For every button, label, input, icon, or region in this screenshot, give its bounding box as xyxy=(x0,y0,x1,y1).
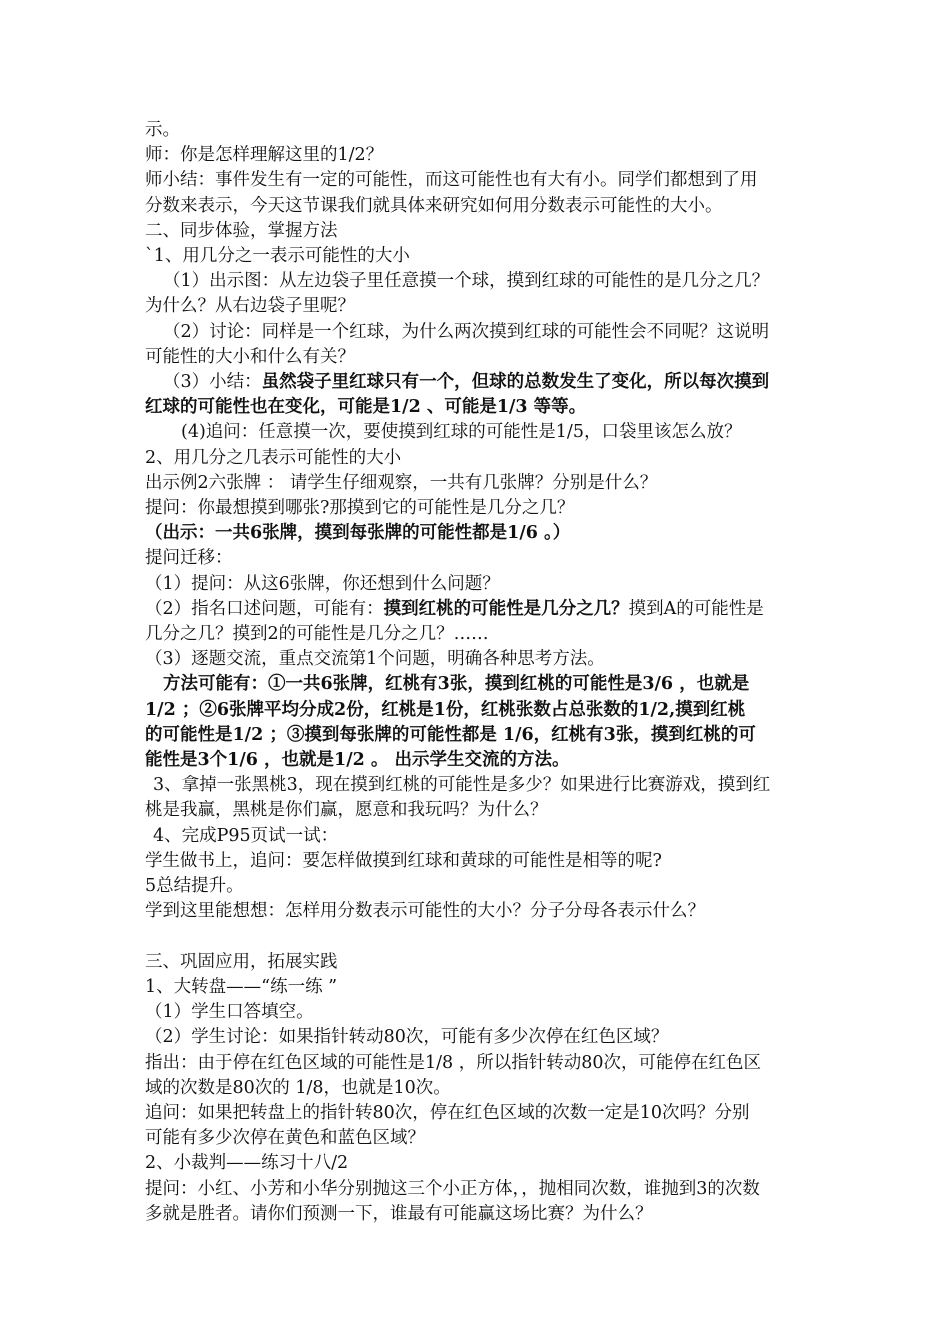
text-line: 可能有多少次停在黄色和蓝色区域？ xyxy=(145,1128,425,1149)
text-line: 提问：小红、小芳和小华分别抛这三个小正方体，，抛相同次数，谁抛到3的次数 xyxy=(145,1178,760,1199)
text-line: 域的次数是80次的 1/8，也就是10次。 xyxy=(145,1077,451,1098)
text-line: 指出：由于停在红色区域的可能性是1/8 ，所以指针转动80次，可能停在红色区 xyxy=(145,1052,761,1073)
text-line: 出示例2六张牌 ： 请学生仔细观察，一共有几张牌？分别是什么？ xyxy=(145,472,658,493)
text-line: （1）出示图：从左边袋子里任意摸一个球，摸到红球的可能性的是几分之几？ xyxy=(163,271,770,292)
text-line: （3）逐题交流，重点交流第1个问题，明确各种思考方法。 xyxy=(145,649,605,670)
subsection-heading: 2、用几分之几表示可能性的大小 xyxy=(145,447,402,468)
bold-text-line: （出示：一共6张牌，摸到每张牌的可能性都是1/6 。） xyxy=(145,523,571,544)
text-line xyxy=(145,597,825,622)
section-heading: 三、巩固应用，拓展实践 xyxy=(145,951,338,972)
text-line: 学到这里能想想：怎样用分数表示可能性的大小？分子分母各表示什么？ xyxy=(145,901,705,922)
bold-text-line: 能性是3个1/6 ，也就是1/2 。 出示学生交流的方法。 xyxy=(145,750,570,771)
section-heading: 二、同步体验，掌握方法 xyxy=(145,220,338,241)
bold-text-line: 方法可能有：①一共6张牌，红桃有3张，摸到红桃的可能性是3/6 ，也就是 xyxy=(163,674,750,695)
text-span: （2）指名口述问题，可能有： xyxy=(145,598,384,619)
summary-bold-text: 虽然袋子里红球只有一个，但球的总数发生了变化，所以每次摸到 xyxy=(261,372,770,393)
text-line: 为什么？从右边袋子里呢？ xyxy=(145,296,355,317)
text-line: 几分之几？摸到2的可能性是几分之几？…… xyxy=(145,624,489,645)
text-line: （2）学生讨论：如果指针转动80次，可能有多少次停在红色区域？ xyxy=(145,1027,669,1048)
document-page xyxy=(145,118,825,1227)
bold-text-line: 1/2 ；②6张牌平均分成2份，红桃是1份，红桃张数占总张数的1/2,摸到红桃 xyxy=(145,699,746,720)
text-line: 桃是我赢，黑桃是你们赢，愿意和我玩吗？为什么？ xyxy=(145,800,548,821)
text-line: （1）提问：从这6张牌，你还想到什么问题？ xyxy=(145,573,500,594)
text-line: 示。 xyxy=(145,120,180,140)
text-line: （1）学生口答填空。 xyxy=(145,1002,314,1023)
text-line: 提问：你最想摸到哪张?那摸到它的可能性是几分之几？ xyxy=(145,498,575,519)
text-line: 4、完成P95页试一试： xyxy=(153,825,339,846)
text-line: 3、拿掉一张黑桃3，现在摸到红桃的可能性是多少？如果进行比赛游戏，摸到红 xyxy=(153,775,771,796)
blank-line xyxy=(145,925,825,950)
text-line: 师小结：事件发生有一定的可能性，而这可能性也有大有小。同学们都想到了用 xyxy=(145,170,758,191)
text-span: 摸到A的可能性是 xyxy=(628,598,764,619)
text-line: （2）讨论：同样是一个红球，为什么两次摸到红球的可能性会不同呢？这说明 xyxy=(163,321,770,342)
subsection-heading: `1、用几分之一表示可能性的大小 xyxy=(145,246,410,267)
summary-bold-text: 红球的可能性也在变化，可能是1/2 、可能是1/3 等等。 xyxy=(145,397,587,418)
text-line: 学生做书上，追问：要怎样做摸到红球和黄球的可能性是相等的呢? xyxy=(145,850,662,871)
text-line: 可能性的大小和什么有关？ xyxy=(145,346,355,367)
subsection-heading: 1、大转盘——“练一练 ” xyxy=(145,976,338,997)
text-line: 提问迁移： xyxy=(145,548,233,569)
text-line: 师：你是怎样理解这里的1/2？ xyxy=(145,145,384,166)
summary-label: （3）小结： xyxy=(163,372,262,393)
text-line: 分数来表示，今天这节课我们就具体来研究如何用分数表示可能性的大小。 xyxy=(145,195,723,216)
text-line: 追问：如果把转盘上的指针转80次，停在红色区域的次数一定是10次吗？分别 xyxy=(145,1102,750,1123)
text-line: (4)追问：任意摸一次，要使摸到红球的可能性是1/5，口袋里该怎么放？ xyxy=(181,422,742,443)
bold-text-line: 的可能性是1/2 ；③摸到每张牌的可能性都是 1/6，红桃有3张，摸到红桃的可 xyxy=(145,724,756,745)
text-line: 多就是胜者。请你们预测一下，谁最有可能赢这场比赛？为什么？ xyxy=(145,1203,653,1224)
text-line: 5总结提升。 xyxy=(145,876,244,897)
text-line xyxy=(145,370,825,395)
subsection-heading: 2、小裁判——练习十八/2 xyxy=(145,1153,349,1174)
bold-span: 摸到红桃的可能性是几分之几？ xyxy=(383,598,629,619)
